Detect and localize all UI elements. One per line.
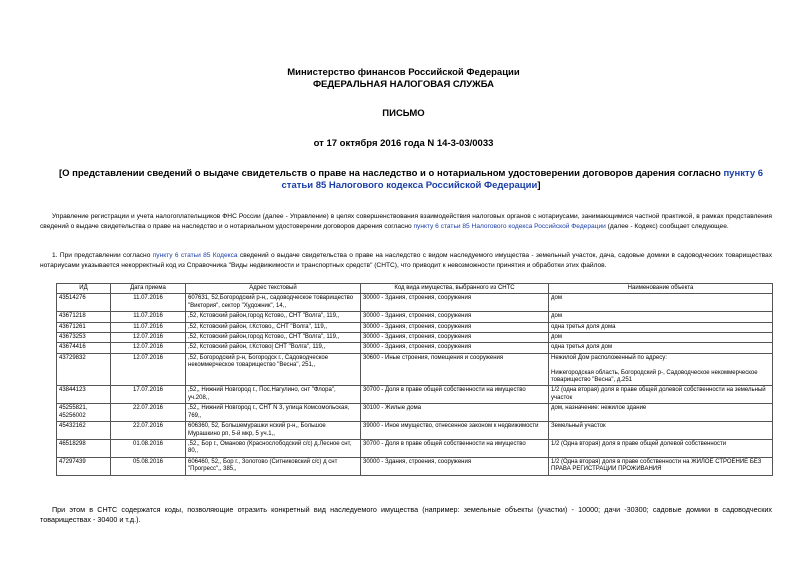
cell-date: 01.08.2016 bbox=[111, 439, 186, 457]
cell-id: 43671218 bbox=[57, 312, 111, 322]
cell-object-name: дом bbox=[549, 333, 773, 343]
cell-object-name: одна третья доля дом bbox=[549, 343, 773, 353]
cell-address: ,52,, Бор г., Оманово (Краснослободский с/с) д.Лесное снт, 80,, bbox=[186, 439, 361, 457]
cell-address: ,52, Кстовский район, г.Кстово| СНТ "Волга", 119,, bbox=[186, 343, 361, 353]
cell-id: 43671261 bbox=[57, 322, 111, 332]
ministry-title: Министерство финансов Российской Федерации bbox=[287, 67, 520, 78]
cell-address: ,52, Богородский р-н, Богородск г., Садоводческое некоммерческое товарищество "Весна", 251,, bbox=[186, 353, 361, 386]
cell-property-code: 30100 - Жилые дома bbox=[361, 404, 549, 422]
cell-date: 05.08.2016 bbox=[111, 457, 186, 475]
cell-date: 22.07.2016 bbox=[111, 422, 186, 440]
cell-object-name: дом bbox=[549, 312, 773, 322]
cell-property-code: 30000 - Здания, строения, сооружения bbox=[361, 322, 549, 332]
cell-address: ,52, Кстовский район, г.Кстово,, СНТ "Волга", 119,, bbox=[186, 322, 361, 332]
cell-property-code: 30700 - Доля в праве общей собственности на имущество bbox=[361, 439, 549, 457]
point-one-paragraph bbox=[40, 251, 772, 270]
cell-property-code: 30600 - Иные строения, помещения и сооружения bbox=[361, 353, 549, 386]
cell-object-name: одна третья доля дома bbox=[549, 322, 773, 332]
cell-address: 607631, 52,Богородский р-н,, садоводческое товарищество "Виктория", сектор "Художник", 14,, bbox=[186, 294, 361, 312]
document-subject bbox=[52, 168, 770, 192]
table-row bbox=[57, 353, 773, 386]
header-address: Адрес текстовый bbox=[186, 284, 361, 294]
subject-end: ] bbox=[537, 180, 541, 191]
table-row bbox=[57, 322, 773, 332]
cell-address: ,52, Кстовский район,город Кстово,, СНТ "Волга", 119,, bbox=[186, 333, 361, 343]
closing-paragraph: При этом в СНТС содержатся коды, позволяющие отразить конкретный вид наследуемого имущества (например: земельные объекты (участки) - 10000; дачи -30300; садовые домики в садоводческих товариществах - 30400 и т.д.). bbox=[40, 505, 772, 524]
cell-property-code: 30000 - Здания, строения, сооружения bbox=[361, 343, 549, 353]
cell-property-code: 39000 - Иное имущество, отнесенное законом к недвижимости bbox=[361, 422, 549, 440]
service-title: ФЕДЕРАЛЬНАЯ НАЛОГОВАЯ СЛУЖБА bbox=[312, 79, 495, 90]
cell-object-name: Земельный участок bbox=[549, 422, 773, 440]
cell-id: 45432162 bbox=[57, 422, 111, 440]
intro-paragraph bbox=[40, 212, 772, 231]
table-row bbox=[57, 343, 773, 353]
cell-address: 606360, 52, Большемурашки нский р-н,, Большое Мурашкино рп, 5-й мкр, 5 уч.1,, bbox=[186, 422, 361, 440]
table-row bbox=[57, 312, 773, 322]
table-row bbox=[57, 294, 773, 312]
cell-address: ,52,, Нижний Новгород г., Пос.Нагулино, снт "Флора", уч.208,, bbox=[186, 386, 361, 404]
cell-property-code: 30700 - Доля в праве общей собственности на имущество bbox=[361, 386, 549, 404]
intro-law-link[interactable]: пункту 6 статьи 85 Налогового кодекса Российской Федерации bbox=[413, 222, 606, 230]
header-date: Дата приема bbox=[111, 284, 186, 294]
header-property-code: Код вида имущества, выбранного из СНТС bbox=[361, 284, 549, 294]
cell-date: 11.07.2016 bbox=[111, 312, 186, 322]
cell-object-name: дом, назначение: нежилое здание bbox=[549, 404, 773, 422]
cell-id: 47297439 bbox=[57, 457, 111, 475]
cell-address: ,52,, Нижний Новгород г., СНТ N 3, улица Комсомольская, 769,, bbox=[186, 404, 361, 422]
table-row bbox=[57, 457, 773, 475]
table-header-row bbox=[57, 284, 773, 294]
cell-object-name: 1/2 (одна вторая) доля в праве общей долевой собственности на земельный участок bbox=[549, 386, 773, 404]
subject-law-link[interactable]: пункту 6 статьи 85 Налогового кодекса Российской Федерации bbox=[281, 168, 764, 191]
cell-object-name: Нежилой Дом расположенный по адресу: Нижегородская область, Богородский р-, Садоводческое некоммерческое товарищество "Весна", д.251 bbox=[549, 353, 773, 386]
cell-id: 43673253 bbox=[57, 333, 111, 343]
cell-object-name: 1/2 (Одна вторая) доля в праве собственности на ЖИЛОЕ СТРОЕНИЕ БЕЗ ПРАВА РЕГИСТРАЦИИ ПРОЖИВАНИЯ bbox=[549, 457, 773, 475]
intro-text: Управление регистрации и учета налогоплательщиков ФНС России (далее - Управление) в целях совершенствования взаимодействия налоговых органов с нотариусами, занимающимися частной практикой, в рамках представления сведений о выдаче свидетельства о праве на наследство и о нотариальном удостоверении договоров дарения согласно bbox=[40, 213, 772, 230]
cell-property-code: 30000 - Здания, строения, сооружения bbox=[361, 312, 549, 322]
cell-object-name: 1/2 (Одна вторая) доля в праве общей долевой собственности bbox=[549, 439, 773, 457]
cell-date: 22.07.2016 bbox=[111, 404, 186, 422]
cell-date: 12.07.2016 bbox=[111, 343, 186, 353]
table-row bbox=[57, 439, 773, 457]
table-body bbox=[57, 294, 773, 475]
table-row bbox=[57, 386, 773, 404]
document-date-number: от 17 октября 2016 года N 14-3-03/0033 bbox=[313, 138, 494, 149]
table-row bbox=[57, 404, 773, 422]
point-one-text: 1. При представлении согласно bbox=[52, 252, 153, 259]
cell-property-code: 30000 - Здания, строения, сооружения bbox=[361, 294, 549, 312]
cell-id: 45255821, 45256002 bbox=[57, 404, 111, 422]
point-one-end: сведений о выдаче свидетельства о праве на наследство с видом наследуемого имущества - земельный участок, дача, садовые домики в садоводческих товариществах нотариусами указывается некорректный код из Справочника "Виды недвижимости и транспортных средств" (СНТС), что приводит к невозможности принятия и обработки этих файлов. bbox=[40, 252, 772, 269]
table-row bbox=[57, 422, 773, 440]
cell-date: 11.07.2016 bbox=[111, 322, 186, 332]
cell-date: 17.07.2016 bbox=[111, 386, 186, 404]
cell-address: 606460, 52,, Бор г., Золотово (Ситниковский с/с) д снт "Прогресс",, 385,, bbox=[186, 457, 361, 475]
document-type: ПИСЬМО bbox=[382, 108, 425, 119]
cell-id: 43729832 bbox=[57, 353, 111, 386]
point-one-law-link[interactable]: пункту 6 статьи 85 Кодекса bbox=[152, 252, 238, 259]
cell-object-name: дом bbox=[549, 294, 773, 312]
table-row bbox=[57, 333, 773, 343]
header-id: ИД bbox=[57, 284, 111, 294]
header-object-name: Наименование объекта bbox=[549, 284, 773, 294]
subject-text: [О представлении сведений о выдаче свидетельств о праве на наследство и о нотариальном удостоверении договоров дарения согласно bbox=[58, 168, 724, 179]
cell-id: 46518298 bbox=[57, 439, 111, 457]
cell-address: ,52, Кстовский район,город Кстово,, СНТ "Волга", 119,, bbox=[186, 312, 361, 322]
cell-id: 43844123 bbox=[57, 386, 111, 404]
cell-date: 12.07.2016 bbox=[111, 353, 186, 386]
cell-id: 43514276 bbox=[57, 294, 111, 312]
intro-end: (далее - Кодекс) сообщает следующее. bbox=[605, 222, 729, 230]
cell-property-code: 30000 - Здания, строения, сооружения bbox=[361, 333, 549, 343]
cell-date: 11.07.2016 bbox=[111, 294, 186, 312]
cell-date: 12.07.2016 bbox=[111, 333, 186, 343]
cell-property-code: 30000 - Здания, строения, сооружения bbox=[361, 457, 549, 475]
submissions-table bbox=[56, 283, 773, 476]
cell-id: 43674416 bbox=[57, 343, 111, 353]
